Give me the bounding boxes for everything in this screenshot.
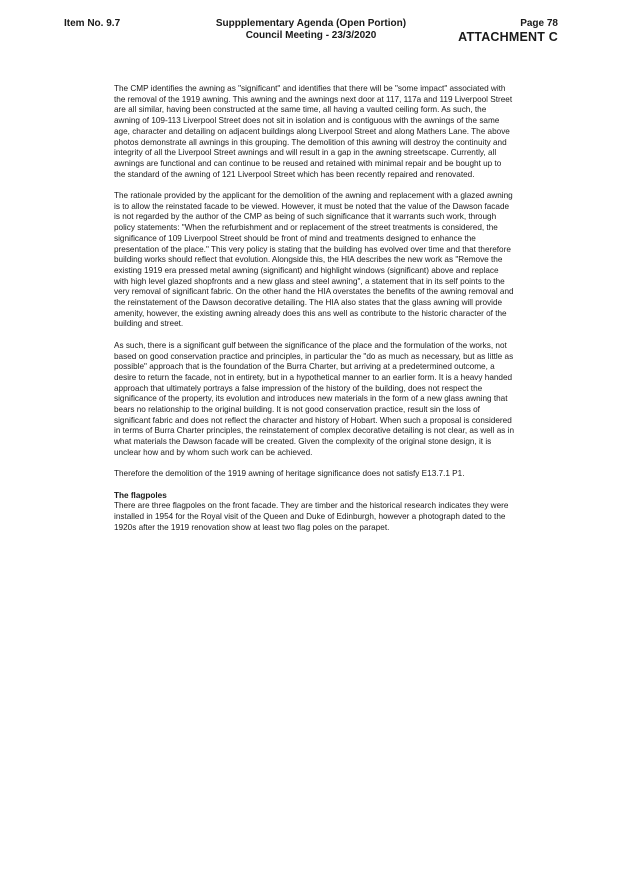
paragraph-rationale: The rationale provided by the applicant for the demolition of the awning and replacement with a glazed awning is to allow the reinstated facade to be viewed. However, it must be noted that the value of the Dawson facade is not regarded by the author of the CMP as being of such significance that it warrants such work, through policy statements: "When the refurbishment and or replacement of the street treatments is considered, the significance of 109 Liverpool Street should be front of mind and treatments designed to enhance the presentation of the place." This very policy is stating that the building has evolved over time and that therefore building works should reflect that evolution. Alongside this, the HIA describes the new work as "Remove the existing 1919 era pressed metal awning (significant) and highlight windows (significant) above and replace with high level glazed shopfronts and a new glass and steel awning", a statement that in its self points to the very removal of significant fabric. On the other hand the HIA overstates the benefits of the awning removal and the reinstatement of the Dawson decorative detailing. The HIA also states that the glass awning will provide amenity, however, the existing awning already does this ans well as contribute to the historic character of the building and street. bbox=[114, 191, 514, 329]
meeting-date: Council Meeting - 23/3/2020 bbox=[245, 30, 377, 41]
paragraph-conservation-gulf: As such, there is a significant gulf between the significance of the place and the formulation of the works, not based on good conservation practice and principles, in particular the "do as much as necessary, but as little as possible" approach that is the foundation of the Burra Charter, but arriving at a predetermined outcome, a desire to return the facade, not in entirety, but in a hypothetical manner to an earlier form. It is a heavy handed approach that ultimately portrays a false impression of the history of the building, does not respect the significance of the property, its evolution and introduces new materials in the form of a new glass awning that bears no relationship to the original building. It is not good conservation practice, result sin the loss of significant fabric and does not reflect the character and history of Hobart. When such a proposal is considered in terms of Burra Charter principles, the reinstatement of complex decorative detailing is not clear, as well as in what materials the Dawson facade will be created. Given the complexity of the original stone design, it is unclear how and by whom such work can be achieved. bbox=[114, 340, 515, 457]
item-number: Item No. 9.7 bbox=[64, 18, 121, 29]
document-body bbox=[114, 84, 514, 544]
paragraph-conclusion: Therefore the demolition of the 1919 awning of heritage significance does not satisfy E13.7.1 P1. bbox=[114, 469, 465, 479]
page-number: Page 78 bbox=[520, 18, 558, 29]
paragraph-awning-significance: The CMP identifies the awning as "significant" and identifies that there will be "some impact" associated with the removal of the 1919 awning. This awning and the awnings next door at 117, 117a and 119 Liverpool Street are all similar, having been constructed at the same time, all having a vaulted ceiling form. As such, the awning of 109-113 Liverpool Street does not sit in isolation and is contiguous with the awnings of the same age, character and detailing on adjacent buildings along Liverpool Street and along Mathers Lane. The above photos demonstrate all awnings in this grouping. The demolition of this awning will destroy the continuity and integrity of all the Liverpool Street awnings and will result in a gap in the awning streetscape. Currently, all awnings are functional and can continue to be reused and retained with minimal repair and be bought up to the standard of the awning of 121 Liverpool Street which has been recently repaired and renovated. bbox=[114, 84, 513, 179]
page-info bbox=[458, 18, 558, 44]
agenda-title: Suppplementary Agenda (Open Portion) bbox=[215, 18, 407, 29]
page-header bbox=[0, 18, 622, 48]
attachment-label: ATTACHMENT C bbox=[458, 30, 558, 44]
paragraph-flagpoles: There are three flagpoles on the front facade. They are timber and the historical research indicates they were installed in 1954 for the Royal visit of the Queen and Duke of Edinburgh, however a photograph dated to the 1920s after the 1919 renovation show at least two flag poles on the parapet. bbox=[114, 501, 509, 532]
section-heading-flagpoles: The flagpoles bbox=[114, 490, 167, 500]
